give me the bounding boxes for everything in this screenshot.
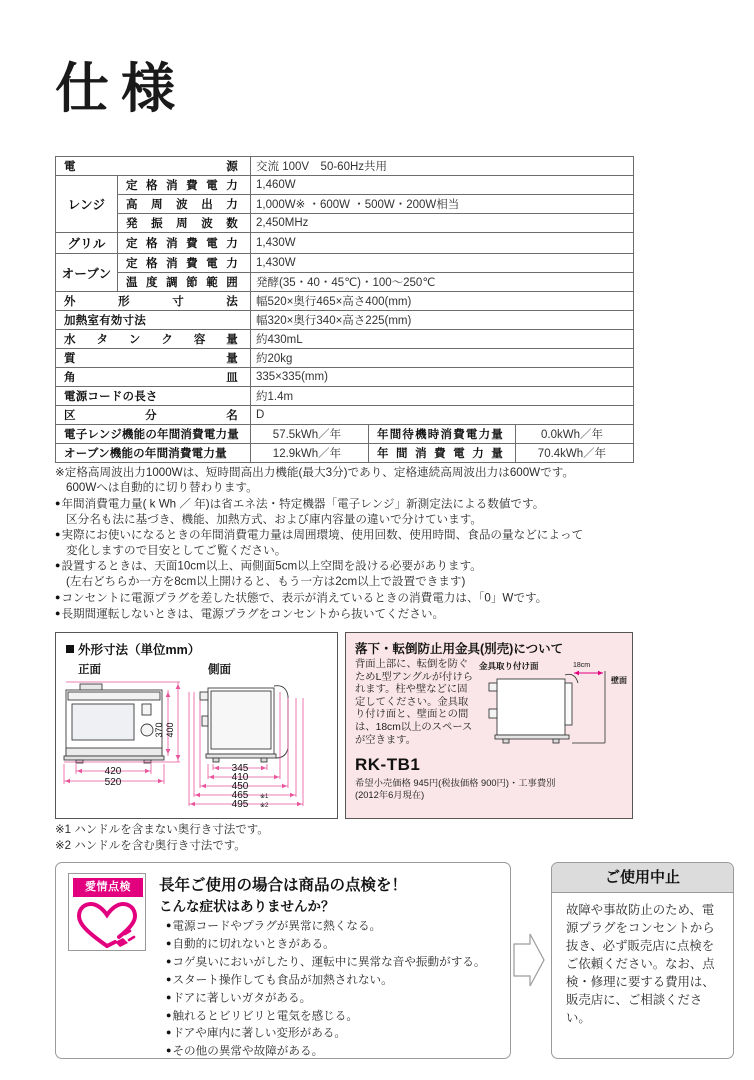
bullet-icon: ● [166, 973, 172, 984]
note-item [55, 512, 665, 527]
anti-tip-body-text: 背面上部に、転倒を防ぐためL型アングルが付けられます。柱や壁などに固定してください。金具取り付け面と、壁面との間は、18cm以上のスペースが空きます。 [355, 659, 474, 746]
note-text: コンセントに電源プラグを差した状態で、表示が消えているときの消費電力は、「0」Wです。 [61, 591, 548, 605]
energy-value-b: 0.0kWh／年 [516, 425, 634, 444]
bullet-icon: ● [166, 1045, 172, 1056]
specification-table [55, 156, 634, 463]
dimension-drawing-panel [55, 632, 338, 819]
row-label: 区 分 名 [56, 406, 251, 425]
side-dim-495-mark: ※2 [260, 803, 269, 809]
table-row [56, 444, 634, 463]
note-item [55, 558, 665, 574]
row-value: 1,460W [251, 176, 634, 195]
row-value: D [251, 406, 634, 425]
bullet-icon: ● [55, 529, 61, 540]
energy-label-a: オーブン機能の年間消費電力量 [56, 444, 251, 463]
arrow-right-icon [512, 930, 546, 990]
anti-tip-price [355, 778, 555, 801]
bullet-icon: ● [166, 937, 172, 948]
stop-use-body: 故障や事故防止のため、電源プラグをコンセントから抜き、必ず販売店に点検をご依頼ください。なお、点検・修理に要する費用は、販売店に、ご相談ください。 [566, 903, 715, 1025]
front-width-inner-label: 420 [104, 766, 122, 777]
stop-use-heading: ご使用中止 [552, 863, 733, 893]
row-value: 約430mL [251, 330, 634, 349]
symptom-list [166, 917, 485, 1060]
footnotes [55, 822, 269, 854]
list-item: ●ドアや庫内に著しい変形がある。 [166, 1026, 346, 1040]
list-item: ●触れるとビリビリと電気を感じる。 [166, 1009, 358, 1023]
energy-value-b: 70.4kWh／年 [516, 444, 634, 463]
row-value: 335×335(mm) [251, 368, 634, 387]
anti-tip-model-number: RK-TB1 [355, 755, 421, 774]
anti-tip-heading: 落下・転倒防止用金具(別売)について [355, 642, 564, 656]
bullet-icon: ● [55, 607, 61, 618]
aijou-tenken-logo [68, 873, 146, 951]
dimension-panel-heading: 外形寸法（単位mm） [66, 640, 200, 658]
row-label: 定格消費電力 [118, 254, 251, 273]
note-text: 設置するときは、天面10cm以上、両側面5cm以上空間を設ける必要があります。 [61, 559, 482, 573]
energy-label-b: 年 間 消 費 電 力 量 [369, 444, 516, 463]
bullet-icon: ● [55, 560, 61, 571]
row-value: 2,450MHz [251, 214, 634, 233]
row-label: 電 源 [56, 157, 251, 176]
list-item: ●電源コードやプラグが異常に熱くなる。 [166, 919, 382, 933]
wall-surface-label: 壁面 [611, 676, 627, 685]
bullet-icon: ● [166, 1009, 172, 1020]
note-text: (左右どちらか一方を8cm以上開けると、もう一方は2cm以上で設置できます) [66, 575, 466, 589]
list-item: ●コゲ臭いにおいがしたり、運転中に異常な音や振動がする。 [166, 955, 486, 969]
table-row [56, 157, 634, 176]
row-label: 水 タ ン ク 容 量 [56, 330, 251, 349]
note-item [55, 480, 665, 495]
row-label: 角 皿 [56, 368, 251, 387]
logo-banner-label: 愛情点検 [73, 878, 143, 897]
note-item [55, 606, 665, 622]
table-row [56, 425, 634, 444]
table-row [56, 387, 634, 406]
energy-label-b: 年間待機時消費電力量 [369, 425, 516, 444]
note-text: 定格高周波出力1000Wは、短時間高出力機能(最大3分)であり、定格連続高周波出力は600Wです。 [64, 466, 574, 479]
front-view-label: 正面 [78, 664, 101, 676]
row-value: 1,430W [251, 233, 634, 254]
anti-tip-diagram-svg [477, 657, 632, 757]
table-row [56, 176, 634, 195]
anti-tip-hardware-panel [345, 632, 633, 819]
heart-plug-icon [69, 898, 145, 952]
table-row [56, 254, 634, 273]
notes-list [55, 465, 665, 622]
bullet-icon: ● [166, 991, 172, 1002]
price-line-2: (2012年6月現在) [355, 789, 425, 800]
side-dim-450: 450 [231, 781, 249, 792]
footnote-item: ※1 ハンドルを含まない奥行き寸法です。 [55, 824, 269, 836]
note-text: 600Wへは自動的に切り替わります。 [66, 481, 258, 495]
inspection-heading-secondary: こんな症状はありませんか？ [159, 899, 335, 914]
note-item [55, 574, 665, 589]
table-row [56, 214, 634, 233]
row-value-text: 1,000W※ ・600W ・500W・200W相当 [256, 199, 460, 211]
inspection-box [55, 862, 511, 1059]
row-label: 質 量 [56, 349, 251, 368]
table-row [56, 195, 634, 214]
list-item: ●ドアに著しいガタがある。 [166, 991, 312, 1005]
table-row [56, 292, 634, 311]
group-label-oven: オーブン [56, 254, 118, 292]
side-view-drawing [200, 686, 288, 762]
list-item: ●自動的に切れないときがある。 [166, 937, 335, 951]
table-row [56, 406, 634, 425]
bullet-icon: ● [55, 497, 61, 508]
table-row [56, 273, 634, 292]
row-value: 交流 100V 50-60Hz共用 [251, 157, 634, 176]
row-label: 外 形 寸 法 [56, 292, 251, 311]
list-item: ●スタート操作しても食品が加熱されない。 [166, 973, 393, 987]
mount-surface-label: 金具取り付け面 [479, 661, 539, 671]
row-label: 定格消費電力 [118, 233, 251, 254]
inspection-heading-primary: 長年ご使用の場合は商品の点検を！ [159, 877, 408, 894]
table-row [56, 368, 634, 387]
group-label-grill: グリル [56, 233, 118, 254]
dimension-drawing-svg [56, 678, 339, 818]
front-height-outer-label: 400 [165, 722, 175, 738]
side-dim-410: 410 [231, 772, 249, 783]
row-label: 発振周波数 [118, 214, 251, 233]
spec-table-body [56, 157, 634, 463]
energy-value-a: 57.5kWh／年 [251, 425, 369, 444]
note-text: 区分名も法に基づき、機能、加熱方式、および庫内容量の違いで分けています。 [66, 512, 482, 526]
row-value: 約1.4m [251, 387, 634, 406]
table-row [56, 311, 634, 330]
row-label: 電源コードの長さ [56, 387, 251, 406]
note-text: 変化しますので目安としてご覧ください。 [66, 544, 287, 558]
price-line-1: 希望小売価格 945円(税抜価格 900円)・工事費別 [355, 778, 556, 788]
note-marker: ※ [55, 466, 65, 479]
row-label: 加熱室有効寸法 [56, 311, 251, 330]
table-row [56, 349, 634, 368]
list-item: ●その他の異常や故障がある。 [166, 1044, 324, 1058]
note-text: 実際にお使いになるときの年間消費電力量は周囲環境、使用回数、使用時間、食品の量などによって [61, 528, 584, 542]
row-label: 温度調節範囲 [118, 273, 251, 292]
row-value [251, 195, 634, 214]
footnote-item: ※2 ハンドルを含む奥行き寸法です。 [55, 840, 246, 852]
row-value: 約20kg [251, 349, 634, 368]
gap-dimension-label: 18cm [573, 662, 591, 669]
table-row [56, 233, 634, 254]
note-text: 長期間運転しないときは、電源プラグをコンセントから抜いてください。 [61, 607, 445, 621]
group-label-range: レンジ [56, 176, 118, 233]
front-width-outer-label: 520 [104, 777, 122, 788]
table-row [56, 330, 634, 349]
appliance-side-outline [489, 674, 578, 743]
front-height-inner-label: 370 [154, 722, 164, 738]
row-label: 高周波出力 [118, 195, 251, 214]
bullet-icon: ● [166, 920, 172, 930]
row-value: 発酵(35・40・45℃)・100～250℃ [251, 273, 634, 292]
bullet-icon: ● [166, 955, 172, 966]
front-view-drawing [64, 684, 164, 763]
note-text: 年間消費電力量( k Wh ／ 年)は省エネ法・特定機器「電子レンジ」新測定法による数値です。 [61, 497, 545, 511]
row-label: 定格消費電力 [118, 176, 251, 195]
square-bullet-icon [66, 645, 74, 653]
bullet-icon: ● [55, 591, 61, 602]
note-item [55, 543, 665, 558]
specification-table-container [55, 156, 633, 463]
page-title: 仕様 [55, 59, 187, 119]
row-value: 幅520×奥行465×高さ400(mm) [251, 292, 634, 311]
row-value: 幅320×奥行340×高さ225(mm) [251, 311, 634, 330]
energy-label-a: 電子レンジ機能の年間消費電力量 [56, 425, 251, 444]
side-dim-345: 345 [231, 763, 249, 774]
side-view-label: 側面 [208, 664, 231, 676]
note-item [55, 527, 665, 543]
note-item [55, 465, 665, 480]
side-dim-495: 495 [231, 799, 249, 810]
note-item [55, 590, 665, 606]
side-dim-465: 465 [231, 790, 249, 801]
wall-line [572, 671, 605, 743]
side-dim-465-mark: ※1 [260, 794, 269, 800]
note-item [55, 496, 665, 512]
stop-use-box [551, 862, 734, 1059]
row-value: 1,430W [251, 254, 634, 273]
bullet-icon: ● [166, 1027, 172, 1038]
energy-value-a: 12.9kWh／年 [251, 444, 369, 463]
